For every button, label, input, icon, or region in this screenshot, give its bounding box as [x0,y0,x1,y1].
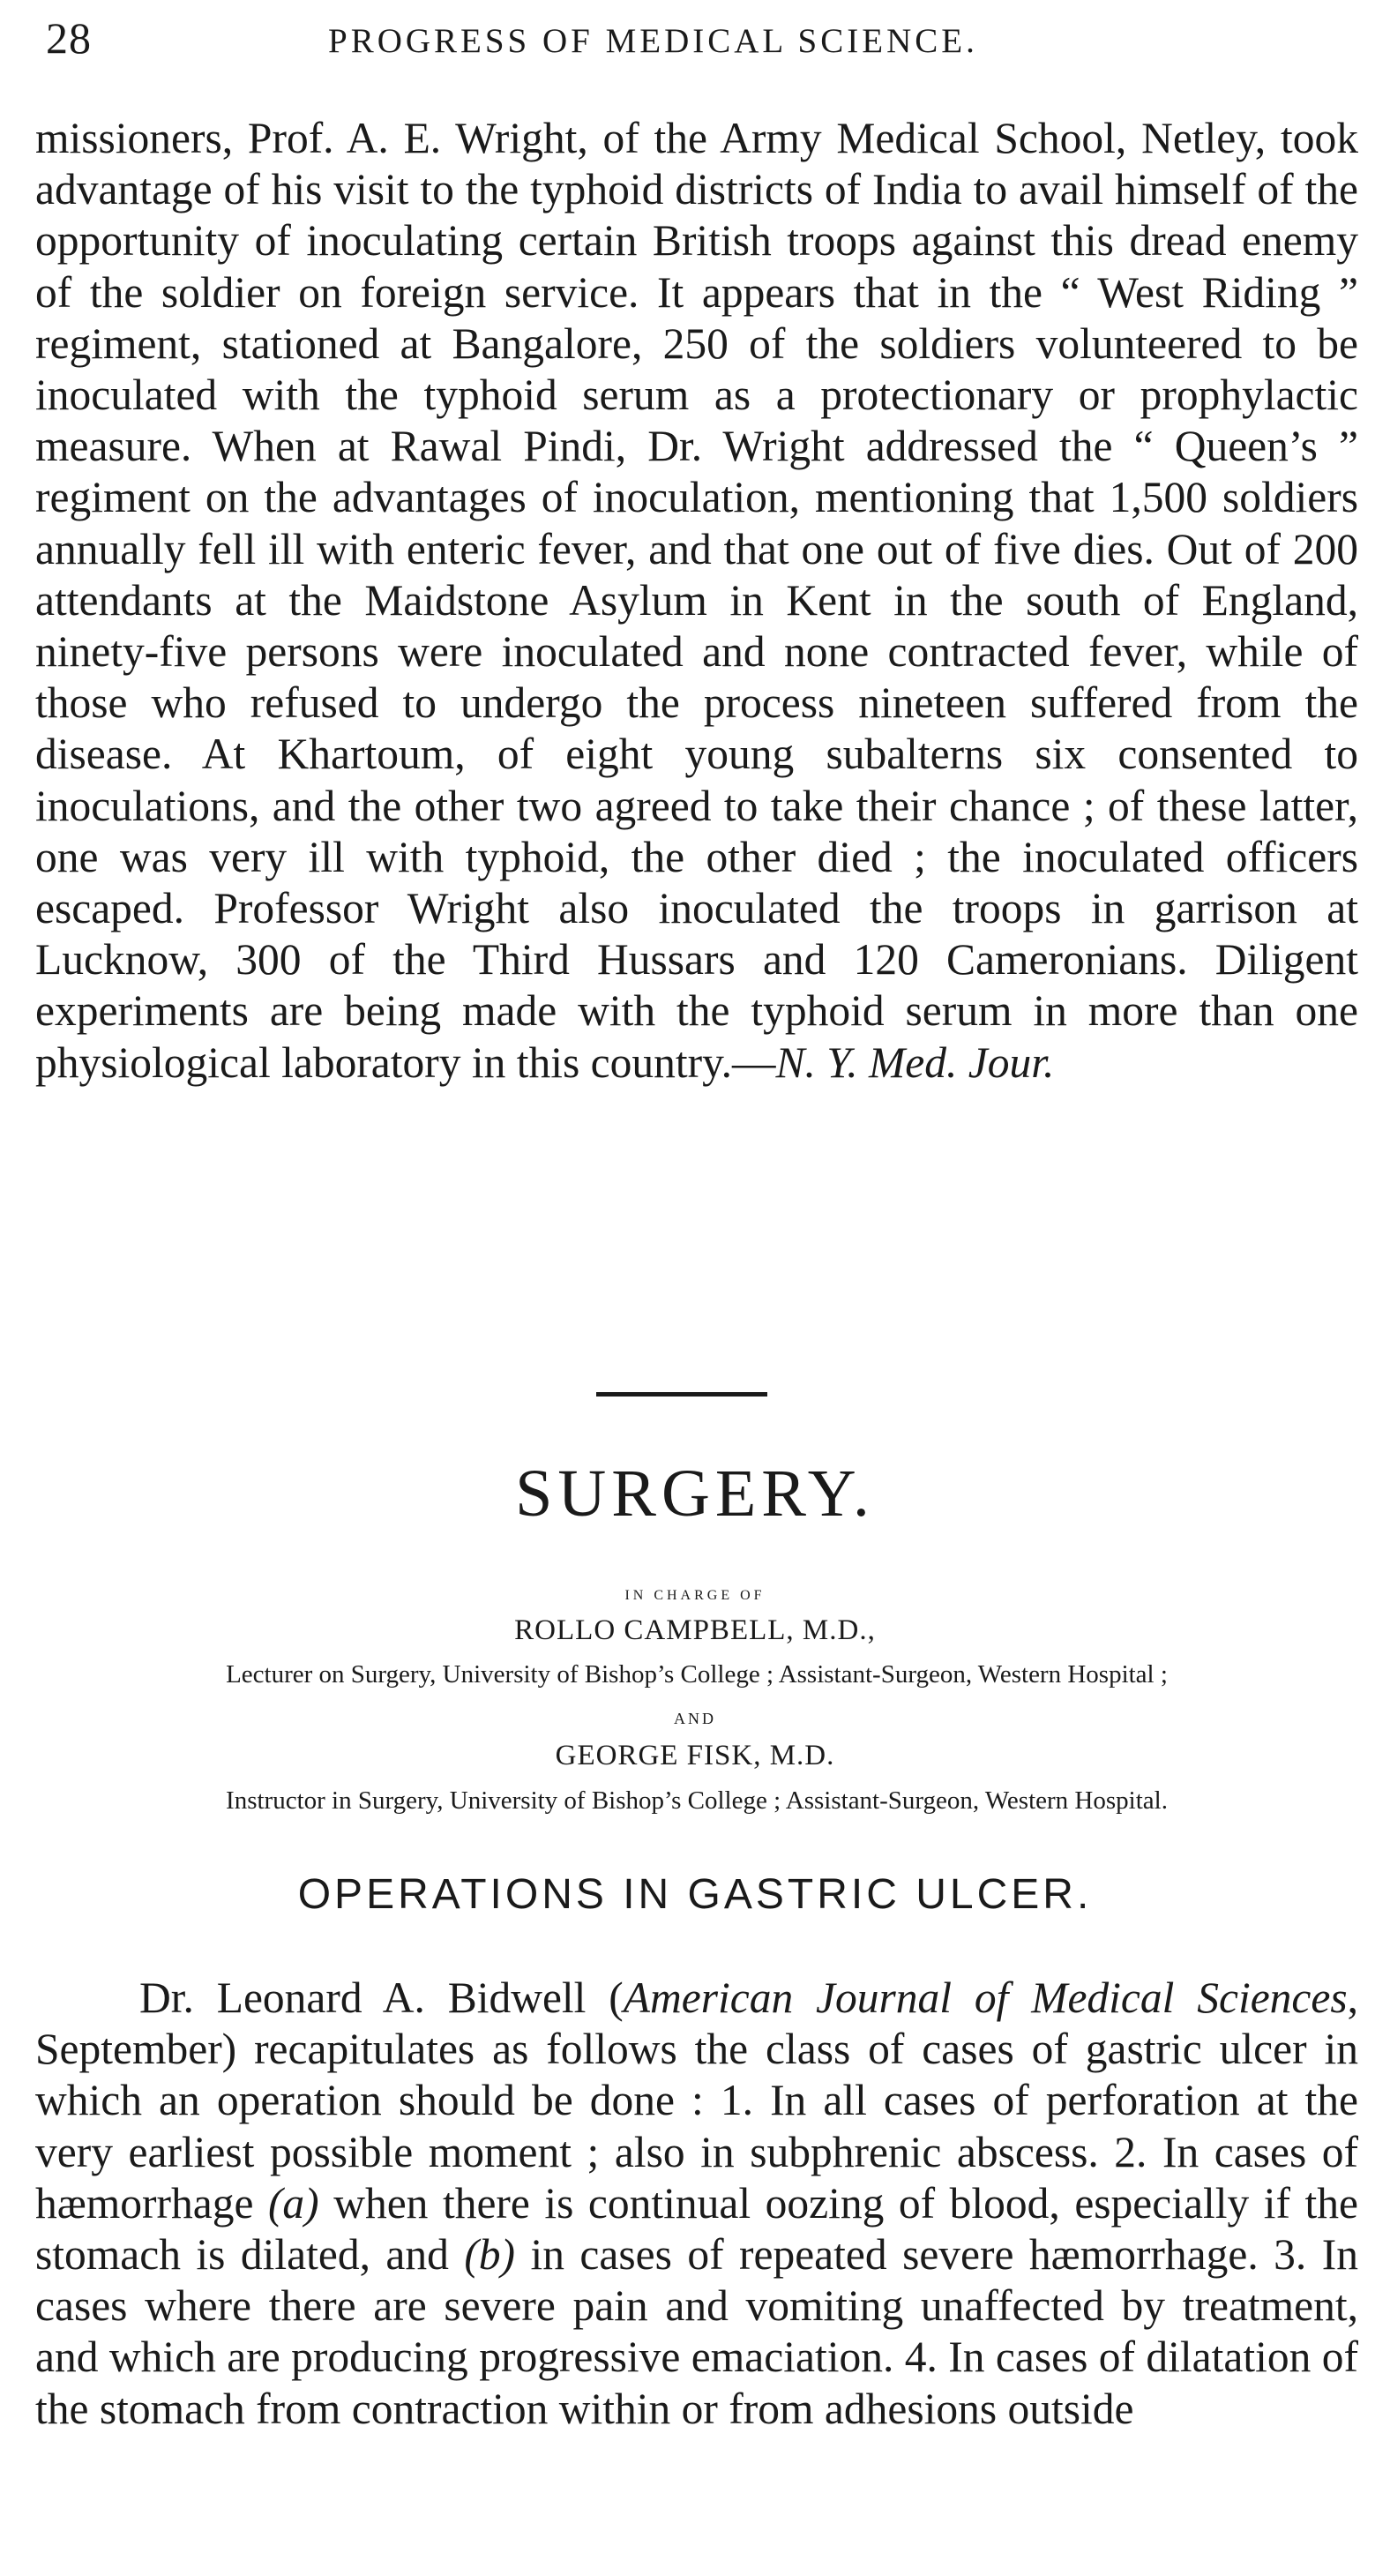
section-divider [596,1392,767,1397]
item-label: (b) [464,2230,516,2280]
item-label: (a) [267,2178,319,2228]
lead-in: Dr. Leonard A. Bidwell ( [139,1973,624,2022]
paragraph-text: , September) recapitulates as follows the class of cases of gastric ulcer in which an operation should be done : 1. In all cases of perforation at the very earliest possible moment ; also in subphrenic abscess. 2. In cases of hæmorrhage [35,1973,1359,2228]
running-title: PROGRESS OF MEDICAL SCIENCE. [328,22,978,60]
continued-paragraph [35,113,1358,1089]
running-head [46,12,1360,74]
paragraph-text: missioners, Prof. A. E. Wright, of the Army Medical School, Netley, took advantage of his visit to the typhoid districts of India to avail himself of the opportunity of inoculating certain British troops against this dread enemy of the soldier on foreign service. It appears that in the “ West Riding ” regiment, stationed at Bangalore, 250 of the soldiers volunteered to be inoculated with the typhoid serum as a protectionary or prophylactic measure. When at Rawal Pindi, Dr. Wright addressed the “ Queen’s ” regiment on the advantages of inoculation, mentioning that 1,500 soldiers annually fell ill with enteric fever, and that one out of five dies. Out of 200 attendants at the Maidstone Asylum in Kent in the south of England, ninety-five persons were inoculated and none contracted fever, while of those who refused to undergo the process nineteen suffered from the disease. At Khartoum, of eight young subalterns six consented to inoculations, and the other two agreed to take their chance ; of these latter, one was very ill with typhoid, the other died ; the inoculated officers escaped. Professor Wright also inoculated the troops in garrison at Lucknow, 300 of the Third Hussars and 120 Cameronians. Diligent experiments are being made with the typhoid serum in more than one physiological laboratory in this country.— [35,114,1358,1087]
page-number: 28 [46,13,92,63]
article-title: OPERATIONS IN GASTRIC ULCER. [297,1871,1093,1918]
section-title: SURGERY. [515,1456,875,1531]
article-paragraph [35,1973,1358,2435]
citation: N. Y. Med. Jour. [775,1037,1055,1087]
editor-name: GEORGE FISK, M.D. [555,1740,835,1771]
editor-name: ROLLO CAMPBELL, M.D., [514,1614,876,1646]
and-label: AND [674,1710,716,1727]
journal-name: American Journal of Medical Sciences [623,1973,1348,2022]
paragraph-text: when there is continual oozing of blood, especially if the stomach is dilated, and [35,2178,1358,2280]
paragraph-text: in cases of repeated severe hæmorrhage. 3. In cases where there are severe pain and vomiting unaffected by treatment, and which are producing progressive emaciation. 4. In cases of dilatation of the stomach from contraction within or from adhesions outside [35,2230,1358,2433]
editor-affiliation: Instructor in Surgery, University of Bishop’s College ; Assistant-Surgeon, Western Hospital. [226,1786,1168,1815]
in-charge-of-label: IN CHARGE OF [624,1588,766,1603]
editor-affiliation: Lecturer on Surgery, University of Bishop’s College ; Assistant-Surgeon, Western Hospital ; [226,1660,1168,1689]
